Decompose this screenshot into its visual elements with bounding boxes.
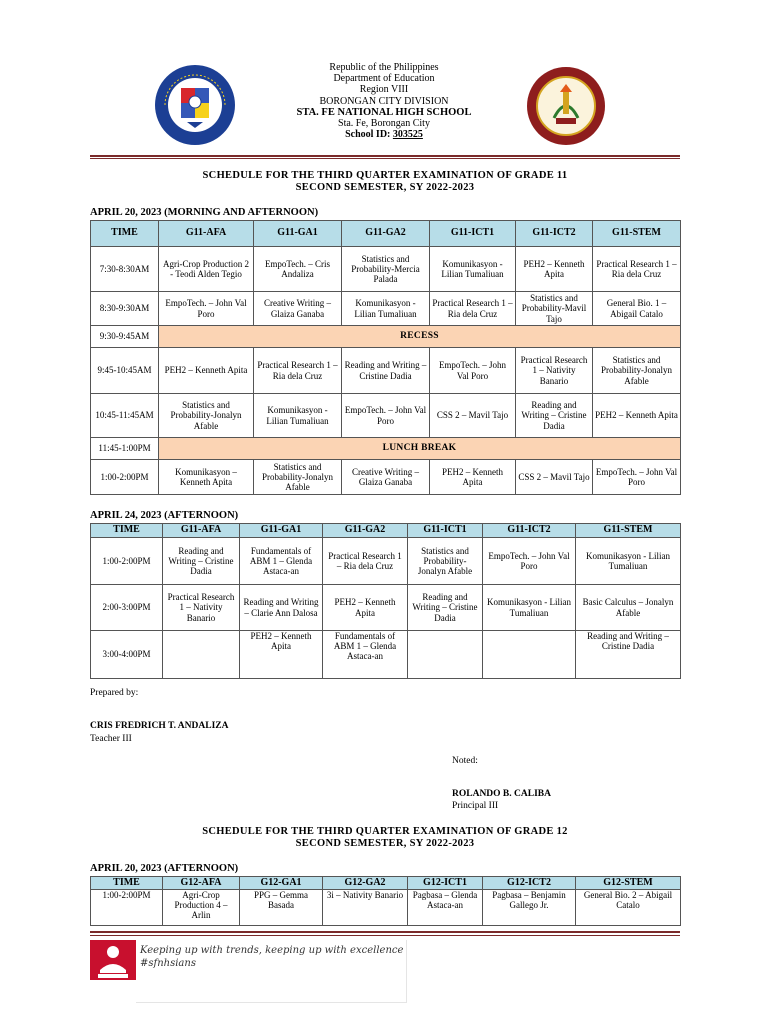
- column-header: G12-ICT2: [483, 877, 576, 890]
- schedule-cell: Statistics and Probability-Jonalyn Afable: [254, 460, 342, 495]
- schedule-cell: Komunikasyon - Lilian Tumaliuan: [430, 247, 516, 292]
- deped-read-logo-icon: [90, 940, 136, 980]
- grade11-title-line2: SECOND SEMESTER, SY 2022-2023: [295, 182, 475, 193]
- schedule-cell: Reading and Writing – Cristine Dadia: [163, 538, 240, 585]
- schedule-cell: Komunikasyon - Lilian Tumaliuan: [483, 585, 576, 631]
- column-header: G11-AFA: [159, 221, 254, 247]
- prepared-by-name: CRIS FREDRICH T. ANDALIZA: [90, 721, 229, 731]
- schedule-cell: Agri-Crop Production 4 – Arlin: [163, 890, 240, 926]
- grade12-title: [90, 826, 680, 850]
- recess-cell: RECESS: [159, 326, 681, 348]
- noted-label: Noted:: [452, 756, 478, 766]
- schedule-cell: Komunikasyon - Lilian Tumaliuan: [576, 538, 681, 585]
- region-line: Region VIII: [359, 84, 409, 96]
- column-header: G12-AFA: [163, 877, 240, 890]
- table-row: [91, 247, 681, 292]
- schedule-cell: Komunikasyon - Lilian Tumaliuan: [342, 292, 430, 326]
- footer-slogan: [140, 944, 403, 970]
- school-id-line: [240, 129, 528, 140]
- time-cell: 3:00-4:00PM: [91, 631, 163, 679]
- table-row: [91, 460, 681, 495]
- prepared-by-role: Teacher III: [90, 734, 132, 744]
- grade11-day2-table: [90, 523, 681, 679]
- schedule-cell: Reading and Writing – Cristine Dadia: [342, 348, 430, 394]
- schedule-cell: Reading and Writing – Cristine Dadia: [408, 585, 483, 631]
- header-rule-thin: [90, 158, 680, 159]
- table-header-row: [91, 877, 681, 890]
- school-address: Sta. Fe, Borongan City: [338, 118, 430, 130]
- time-cell: 10:45-11:45AM: [91, 394, 159, 438]
- grade11-day1-table: [90, 220, 681, 495]
- schedule-cell: CSS 2 – Mavil Tajo: [430, 394, 516, 438]
- column-header: G12-GA1: [240, 877, 323, 890]
- column-header: TIME: [91, 221, 159, 247]
- schedule-cell: PPG – Gemma Basada: [240, 890, 323, 926]
- schedule-cell: EmpoTech. – John Val Poro: [593, 460, 681, 495]
- schedule-cell: 3i – Nativity Banario: [323, 890, 408, 926]
- time-cell: 1:00-2:00PM: [91, 890, 163, 926]
- schedule-cell: Statistics and Probability-Mercia Palada: [342, 247, 430, 292]
- column-header: G12-STEM: [576, 877, 681, 890]
- lunch-break-row: [91, 438, 681, 460]
- schedule-cell: PEH2 – Kenneth Apita: [240, 631, 323, 679]
- schedule-cell: Practical Research 1 – Ria dela Cruz: [323, 538, 408, 585]
- column-header: G11-STEM: [593, 221, 681, 247]
- deped-seal-icon: [154, 64, 236, 146]
- lunch-break-cell: LUNCH BREAK: [159, 438, 681, 460]
- schedule-cell: Komunikasyon – Kenneth Apita: [159, 460, 254, 495]
- schedule-cell: General Bio. 1 – Abigail Catalo: [593, 292, 681, 326]
- grade11-title-line1: SCHEDULE FOR THE THIRD QUARTER EXAMINATION OF GRADE 11: [202, 170, 568, 181]
- schedule-cell: EmpoTech. – Cris Andaliza: [254, 247, 342, 292]
- column-header: G12-ICT1: [408, 877, 483, 890]
- schedule-cell: Practical Research 1 – Nativity Banario: [163, 585, 240, 631]
- schedule-cell: Pagbasa – Benjamin Gallego Jr.: [483, 890, 576, 926]
- slogan-text: Keeping up with trends, keeping up with excellence: [140, 945, 404, 956]
- hashtag-text: #sfnhsians: [140, 958, 196, 969]
- schedule-cell: Practical Research 1 – Ria dela Cruz: [593, 247, 681, 292]
- schedule-cell: Statistics and Probability-Jonalyn Afable: [593, 348, 681, 394]
- column-header: G11-AFA: [163, 524, 240, 538]
- time-cell: 9:30-9:45AM: [91, 326, 159, 348]
- column-header: TIME: [91, 877, 163, 890]
- schedule-cell: PEH2 – Kenneth Apita: [430, 460, 516, 495]
- time-cell: 8:30-9:30AM: [91, 292, 159, 326]
- schedule-cell: Reading and Writing – Cristine Dadia: [576, 631, 681, 679]
- time-cell: 1:00-2:00PM: [91, 460, 159, 495]
- schedule-cell: Agri-Crop Production 2 - Teodi Alden Tegio: [159, 247, 254, 292]
- republic-line: Republic of the Philippines: [329, 62, 439, 73]
- header-rule: [90, 155, 680, 157]
- school-id-label: School ID:: [345, 129, 393, 141]
- schedule-cell: EmpoTech. – John Val Poro: [159, 292, 254, 326]
- letterhead-text: [240, 62, 528, 140]
- prepared-by-label: Prepared by:: [90, 688, 139, 698]
- schedule-cell: Komunikasyon - Lilian Tumaliuan: [254, 394, 342, 438]
- schedule-cell: Practical Research 1 – Ria dela Cruz: [254, 348, 342, 394]
- grade12-title-line1: SCHEDULE FOR THE THIRD QUARTER EXAMINATION OF GRADE 12: [202, 826, 568, 837]
- table-row: [91, 292, 681, 326]
- schedule-cell: Fundamentals of ABM 1 – Glenda Astaca-an: [240, 538, 323, 585]
- time-cell: 7:30-8:30AM: [91, 247, 159, 292]
- table-row: [91, 538, 681, 585]
- schedule-cell: EmpoTech. – John Val Poro: [430, 348, 516, 394]
- schedule-cell: General Bio. 2 – Abigail Catalo: [576, 890, 681, 926]
- schedule-cell: Practical Research 1 – Ria dela Cruz: [430, 292, 516, 326]
- division-line: BORONGAN CITY DIVISION: [319, 95, 449, 107]
- table-row: [91, 394, 681, 438]
- table-row: [91, 631, 681, 679]
- schedule-cell: EmpoTech. – John Val Poro: [342, 394, 430, 438]
- column-header: G11-ICT2: [516, 221, 593, 247]
- column-header: G11-ICT1: [408, 524, 483, 538]
- column-header: G11-GA2: [323, 524, 408, 538]
- column-header: G11-GA2: [342, 221, 430, 247]
- column-header: G11-STEM: [576, 524, 681, 538]
- schedule-cell: Pagbasa – Glenda Astaca-an: [408, 890, 483, 926]
- school-name: STA. FE NATIONAL HIGH SCHOOL: [296, 106, 472, 118]
- table-row: [91, 348, 681, 394]
- schedule-cell: Creative Writing – Glaiza Ganaba: [342, 460, 430, 495]
- schedule-cell: EmpoTech. – John Val Poro: [483, 538, 576, 585]
- grade12-title-line2: SECOND SEMESTER, SY 2022-2023: [295, 838, 475, 849]
- column-header: TIME: [91, 524, 163, 538]
- noted-by-name: ROLANDO B. CALIBA: [452, 789, 551, 799]
- grade11-day2-heading: APRIL 24, 2023 (AFTERNOON): [90, 510, 239, 521]
- schedule-cell: Practical Research 1 – Nativity Banario: [516, 348, 593, 394]
- schedule-cell: PEH2 – Kenneth Apita: [159, 348, 254, 394]
- schedule-cell: Statistics and Probability-Jonalyn Afable: [408, 538, 483, 585]
- recess-row: [91, 326, 681, 348]
- table-header-row: [91, 221, 681, 247]
- department-line: Department of Education: [333, 73, 435, 85]
- column-header: G11-ICT2: [483, 524, 576, 538]
- schedule-cell: PEH2 – Kenneth Apita: [516, 247, 593, 292]
- schedule-cell: Fundamentals of ABM 1 – Glenda Astaca-an: [323, 631, 408, 679]
- schedule-cell: Reading and Writing – Clarie Ann Dalosa: [240, 585, 323, 631]
- time-cell: 11:45-1:00PM: [91, 438, 159, 460]
- column-header: G11-GA1: [254, 221, 342, 247]
- schedule-cell: Statistics and Probability-Mavil Tajo: [516, 292, 593, 326]
- schedule-cell: [483, 631, 576, 679]
- grade11-title: [90, 170, 680, 194]
- schedule-cell: [163, 631, 240, 679]
- schedule-cell: PEH2 – Kenneth Apita: [323, 585, 408, 631]
- grade12-day1-heading: APRIL 20, 2023 (AFTERNOON): [90, 863, 239, 874]
- school-id: 303525: [392, 129, 423, 141]
- schedule-cell: [408, 631, 483, 679]
- time-cell: 2:00-3:00PM: [91, 585, 163, 631]
- schedule-cell: Reading and Writing – Cristine Dadia: [516, 394, 593, 438]
- table-row: [91, 585, 681, 631]
- schedule-cell: Creative Writing – Glaiza Ganaba: [254, 292, 342, 326]
- grade12-day1-table: [90, 876, 681, 926]
- time-cell: 9:45-10:45AM: [91, 348, 159, 394]
- footer-rule: [90, 931, 680, 933]
- table-header-row: [91, 524, 681, 538]
- column-header: G11-ICT1: [430, 221, 516, 247]
- footer-rule-thin: [90, 935, 680, 936]
- table-row: [91, 890, 681, 926]
- noted-by-role: Principal III: [452, 801, 499, 811]
- time-cell: 1:00-2:00PM: [91, 538, 163, 585]
- column-header: G11-GA1: [240, 524, 323, 538]
- column-header: G12-GA2: [323, 877, 408, 890]
- school-seal-icon: [526, 66, 606, 146]
- schedule-cell: CSS 2 – Mavil Tajo: [516, 460, 593, 495]
- schedule-cell: PEH2 – Kenneth Apita: [593, 394, 681, 438]
- schedule-cell: Basic Calculus – Jonalyn Afable: [576, 585, 681, 631]
- schedule-cell: Statistics and Probability-Jonalyn Afable: [159, 394, 254, 438]
- grade11-day1-heading: APRIL 20, 2023 (MORNING AND AFTERNOON): [90, 207, 319, 218]
- letterhead: [90, 58, 680, 154]
